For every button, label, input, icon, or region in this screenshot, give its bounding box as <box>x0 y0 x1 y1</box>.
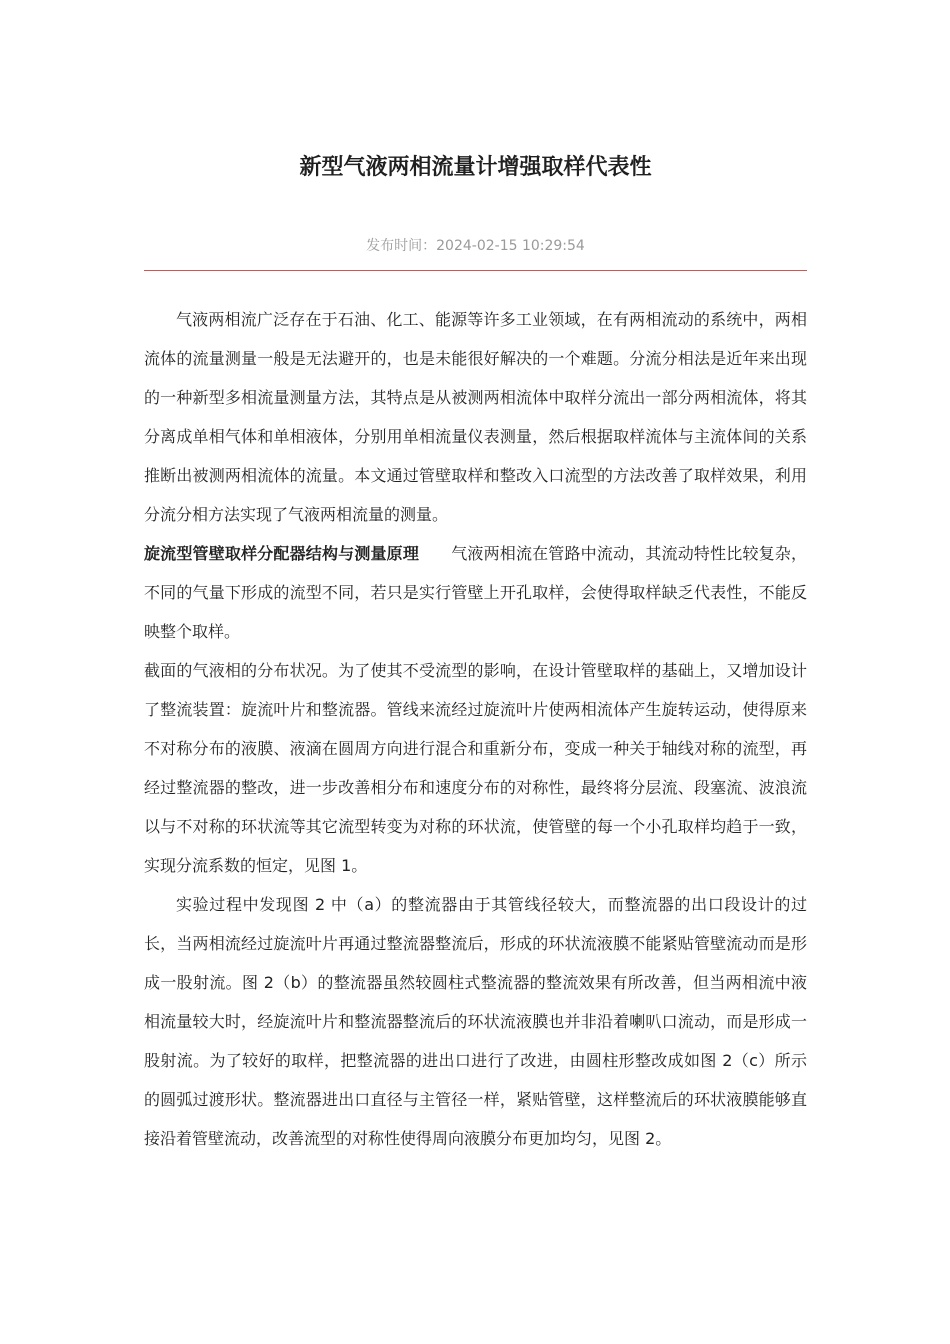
paragraph-section <box>144 534 807 651</box>
publish-time: 2024-02-15 10:29:54 <box>436 238 585 254</box>
section-text: 气液两相流在管路中流动，其流动特性比较复杂，不同的气量下形成的流型不同，若只是实行管壁上开孔取样，会使得取样缺乏代表性，不能反映整个取样。 <box>144 544 807 641</box>
paragraph-experiment: 实验过程中发现图 2 中（a）的整流器由于其管线径较大，而整流器的出口段设计的过长，当两相流经过旋流叶片再通过整流器整流后，形成的环状流液膜不能紧贴管壁流动而是形成一股射流。图 2（b）的整流器虽然较圆柱式整流器的整流效果有所改善，但当两相流中液相流量较大时，经旋流叶片和整流器整流后的环状流液膜也并非沿着喇叭口流动，而是形成一股射流。为了较好的取样，把整流器的进出口进行了改进，由圆柱形整改成如图 2（c）所示的圆弧过渡形状。整流器进出口直径与主管径一样，紧贴管壁，这样整流后的环状液膜能够直接沿着管壁流动，改善流型的对称性使得周向液膜分布更加均匀，见图 2。 <box>144 895 807 1148</box>
article-title: 新型气液两相流量计增强取样代表性 <box>299 155 652 180</box>
title-divider <box>144 270 807 271</box>
publish-meta <box>144 234 807 258</box>
paragraph-intro: 气液两相流广泛存在于石油、化工、能源等许多工业领域，在有两相流动的系统中，两相流体的流量测量一般是无法避开的，也是未能很好解决的一个难题。分流分相法是近年来出现的一种新型多相流量测量方法，其特点是从被测两相流体中取样分流出一部分两相流体，将其分离成单相气体和单相液体，分别用单相流量仪表测量，然后根据取样流体与主流体间的关系推断出被测两相流体的流量。本文通过管壁取样和整改入口流型的方法改善了取样效果，利用分流分相方法实现了气液两相流量的测量。 <box>144 310 807 524</box>
publish-label: 发布时间： <box>366 238 437 254</box>
section-heading: 旋流型管壁取样分配器结构与测量原理 <box>144 544 420 563</box>
article-body <box>144 300 807 1158</box>
paragraph-distribution: 截面的气液相的分布状况。为了使其不受流型的影响，在设计管壁取样的基础上，又增加设计了整流装置：旋流叶片和整流器。管线来流经过旋流叶片使两相流体产生旋转运动，使得原来不对称分布的液膜、液滴在圆周方向进行混合和重新分布，变成一种关于轴线对称的流型，再经过整流器的整改，进一步改善相分布和速度分布的对称性，最终将分层流、段塞流、波浪流以与不对称的环状流等其它流型转变为对称的环状流，使管壁的每一个小孔取样均趋于一致，实现分流系数的恒定，见图 1。 <box>144 661 807 875</box>
